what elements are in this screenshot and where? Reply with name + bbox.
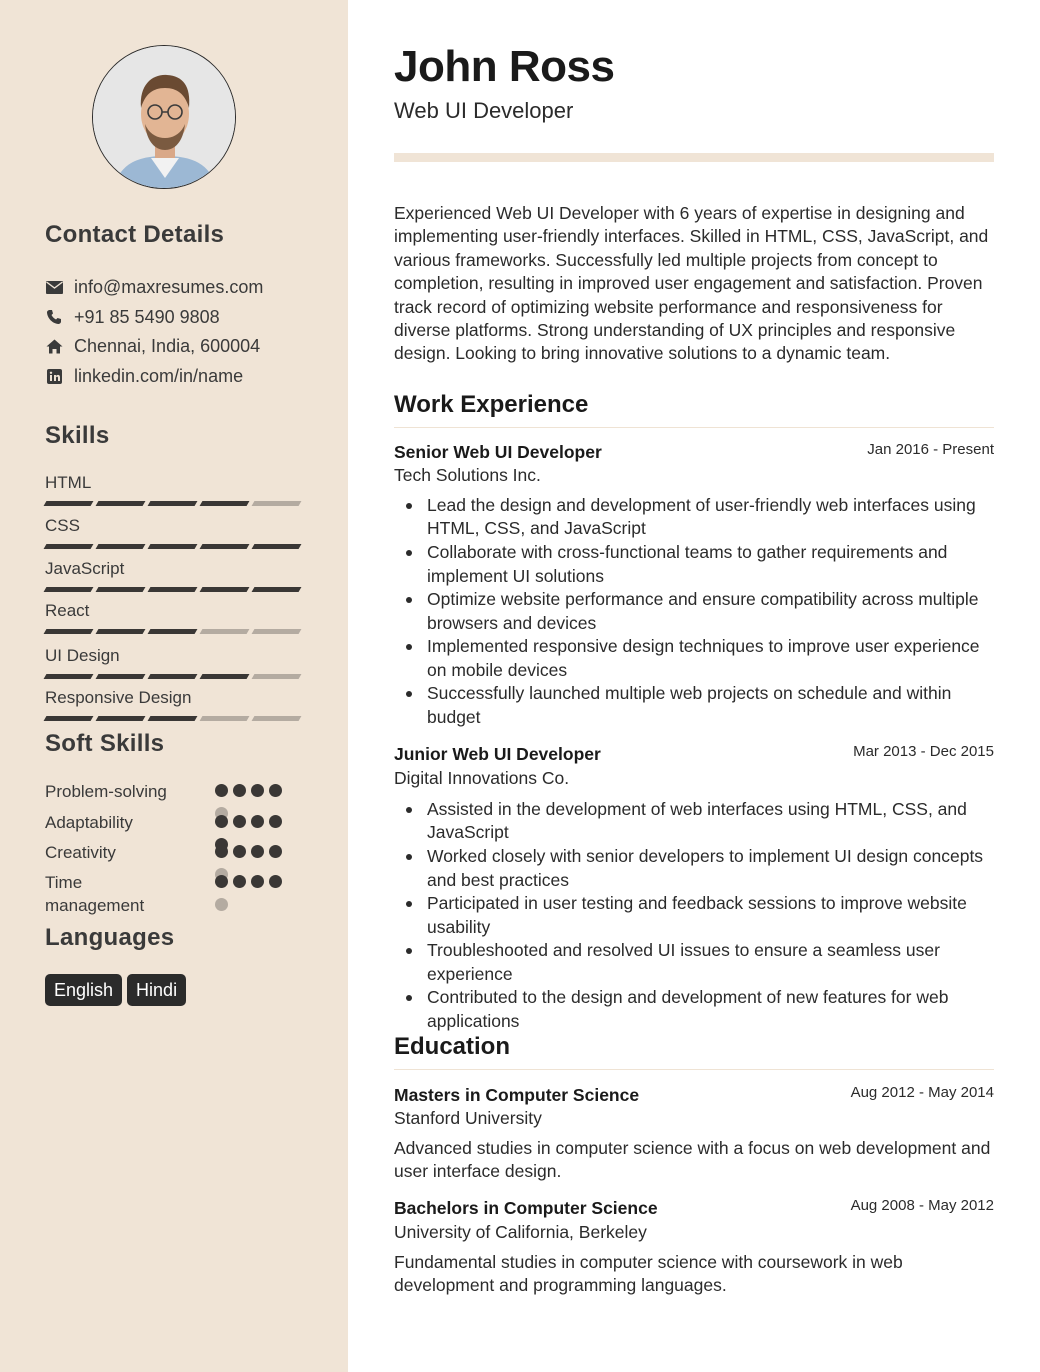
- skill-level-segment: [252, 544, 302, 549]
- skill-row: [45, 600, 305, 622]
- degree-dates: Aug 2008 - May 2012: [850, 1197, 994, 1214]
- language-badge: Hindi: [127, 974, 186, 1006]
- rating-dot: [251, 875, 264, 888]
- rating-dot: [233, 875, 246, 888]
- rating-dot: [233, 845, 246, 858]
- skill-row: [45, 472, 305, 494]
- skill-level-segment: [96, 501, 146, 506]
- soft-skill-label: Creativity: [45, 843, 116, 862]
- profile-portrait-icon: [93, 46, 236, 189]
- skill-level-segment: [148, 629, 198, 634]
- skill-level-segment: [96, 587, 146, 592]
- contact-location-text: Chennai, India, 600004: [74, 335, 261, 356]
- education-heading: Education: [394, 1033, 994, 1070]
- skill-label: Responsive Design: [45, 688, 192, 707]
- languages-heading: Languages: [45, 924, 175, 951]
- skill-label: JavaScript: [45, 559, 125, 578]
- job-company: Digital Innovations Co.: [394, 768, 570, 788]
- skill-level-segment: [200, 716, 250, 721]
- soft-skill-row: [45, 841, 305, 864]
- soft-skill-row: [45, 811, 305, 834]
- soft-skill-row: [45, 871, 305, 917]
- job-bullet: Troubleshooted and resolved UI issues to ensure a seamless user experience: [394, 939, 994, 986]
- job-bullet: Participated in user testing and feedback sessions to improve website usability: [394, 892, 994, 939]
- skill-level-segment: [96, 674, 146, 679]
- skill-row: [45, 515, 305, 537]
- skill-level-segment: [96, 544, 146, 549]
- rating-dot: [251, 845, 264, 858]
- rating-dot: [251, 815, 264, 828]
- soft-skill-row: [45, 780, 305, 803]
- job-bullet: Worked closely with senior developers to implement UI design concepts and best practices: [394, 845, 994, 892]
- degree-title: Masters in Computer Science: [394, 1085, 640, 1105]
- school-name: University of California, Berkeley: [394, 1222, 647, 1242]
- job-dates: Jan 2016 - Present: [867, 441, 994, 458]
- skill-level-segment: [252, 587, 302, 592]
- skill-level-segment: [44, 544, 94, 549]
- candidate-role: Web UI Developer: [394, 98, 574, 123]
- skill-row: [45, 558, 305, 580]
- skills-heading: Skills: [45, 422, 110, 449]
- degree-description: Fundamental studies in computer science with coursework in web development and programming languages.: [394, 1252, 903, 1296]
- skill-level-bar: [45, 629, 305, 634]
- skill-row: [45, 687, 305, 709]
- soft-skill-label: Time management: [45, 873, 145, 915]
- soft-skills-heading: Soft Skills: [45, 730, 165, 757]
- job-bullet: Optimize website performance and ensure compatibility across multiple browsers and devices: [394, 588, 994, 635]
- skill-label: React: [45, 601, 90, 620]
- skill-label: CSS: [45, 516, 80, 535]
- languages-list: [45, 974, 191, 1006]
- job-bullet: Collaborate with cross-functional teams to gather requirements and implement UI solutions: [394, 541, 994, 588]
- skill-label: UI Design: [45, 646, 120, 665]
- contact-location: [45, 334, 260, 358]
- job-bullets: [394, 798, 994, 1034]
- work-experience-heading: Work Experience: [394, 391, 994, 428]
- skill-level-segment: [44, 716, 94, 721]
- sidebar: [0, 0, 348, 1372]
- skill-level-segment: [148, 587, 198, 592]
- phone-icon: [45, 308, 63, 326]
- skill-level-segment: [44, 674, 94, 679]
- rating-dot: [233, 815, 246, 828]
- skill-level-segment: [252, 629, 302, 634]
- skill-level-bar: [45, 501, 305, 506]
- rating-dot: [269, 784, 282, 797]
- job-bullet: Lead the design and development of user-friendly web interfaces using HTML, CSS, and JavaScript: [394, 494, 994, 541]
- skill-level-segment: [252, 501, 302, 506]
- rating-dot: [215, 898, 228, 911]
- contact-linkedin-text: linkedin.com/in/name: [74, 365, 244, 386]
- header-divider: [394, 153, 994, 162]
- skill-label: HTML: [45, 473, 92, 492]
- school-name: Stanford University: [394, 1108, 542, 1128]
- skill-level-segment: [252, 674, 302, 679]
- envelope-icon: [45, 278, 63, 296]
- skill-level-bar: [45, 544, 305, 549]
- job-title: Senior Web UI Developer: [394, 442, 602, 462]
- contact-heading: Contact Details: [45, 221, 225, 248]
- skill-level-bar: [45, 587, 305, 592]
- language-badge: English: [45, 974, 122, 1006]
- job-company: Tech Solutions Inc.: [394, 465, 541, 485]
- rating-dot: [215, 845, 228, 858]
- job-title: Junior Web UI Developer: [394, 744, 601, 764]
- skill-level-segment: [96, 716, 146, 721]
- skill-level-segment: [200, 674, 250, 679]
- rating-dot: [215, 815, 228, 828]
- rating-dot: [233, 784, 246, 797]
- skill-level-segment: [96, 629, 146, 634]
- rating-dot: [269, 845, 282, 858]
- rating-dot: [269, 875, 282, 888]
- job-bullet: Successfully launched multiple web projects on schedule and within budget: [394, 682, 994, 729]
- skill-level-bar: [45, 674, 305, 679]
- skill-level-segment: [200, 544, 250, 549]
- skill-level-segment: [252, 716, 302, 721]
- skill-level-segment: [148, 544, 198, 549]
- home-icon: [45, 337, 63, 355]
- skill-level-segment: [200, 587, 250, 592]
- soft-skill-label: Problem-solving: [45, 782, 167, 801]
- skill-level-segment: [200, 501, 250, 506]
- skill-row: [45, 645, 305, 667]
- skill-level-segment: [200, 629, 250, 634]
- skill-level-segment: [148, 501, 198, 506]
- degree-dates: Aug 2012 - May 2014: [850, 1084, 994, 1101]
- profile-photo: [92, 45, 236, 189]
- linkedin-icon: [45, 367, 63, 385]
- contact-phone-text: +91 85 5490 9808: [74, 306, 220, 327]
- skill-level-segment: [44, 501, 94, 506]
- degree-title: Bachelors in Computer Science: [394, 1198, 658, 1218]
- job-bullets: [394, 494, 994, 730]
- rating-dot: [215, 784, 228, 797]
- contact-email[interactable]: [45, 275, 263, 299]
- rating-dot: [251, 784, 264, 797]
- skill-level-segment: [148, 716, 198, 721]
- skill-level-segment: [44, 629, 94, 634]
- contact-linkedin[interactable]: [45, 364, 243, 388]
- rating-dot: [269, 815, 282, 828]
- soft-skill-label: Adaptability: [45, 813, 133, 832]
- contact-phone[interactable]: [45, 305, 220, 329]
- degree-description: Advanced studies in computer science with a focus on web development and user interface design.: [394, 1138, 991, 1182]
- job-bullet: Contributed to the design and development of new features for web applications: [394, 986, 994, 1033]
- contact-email-text: info@maxresumes.com: [74, 276, 264, 297]
- skill-level-segment: [148, 674, 198, 679]
- soft-skill-rating: [215, 875, 287, 921]
- skill-level-bar: [45, 716, 305, 721]
- profile-summary: Experienced Web UI Developer with 6 years of expertise in designing and implementing user-friendly interfaces. Skilled in HTML, CSS, JavaScript, and various frameworks. Successfully led multiple projects from concept to completion, resulting in improved user engagement and satisfaction. Proven track record of optimizing website performance and responsiveness for diverse platforms. Strong understanding of UX principles and responsive design. Looking to bring innovative solutions to a dynamic team.: [394, 203, 989, 364]
- job-bullet: Assisted in the development of web interfaces using HTML, CSS, and JavaScript: [394, 798, 994, 845]
- rating-dot: [215, 875, 228, 888]
- job-dates: Mar 2013 - Dec 2015: [853, 743, 994, 760]
- job-bullet: Implemented responsive design techniques to improve user experience on mobile devices: [394, 635, 994, 682]
- skill-level-segment: [44, 587, 94, 592]
- candidate-name: John Ross: [394, 42, 615, 91]
